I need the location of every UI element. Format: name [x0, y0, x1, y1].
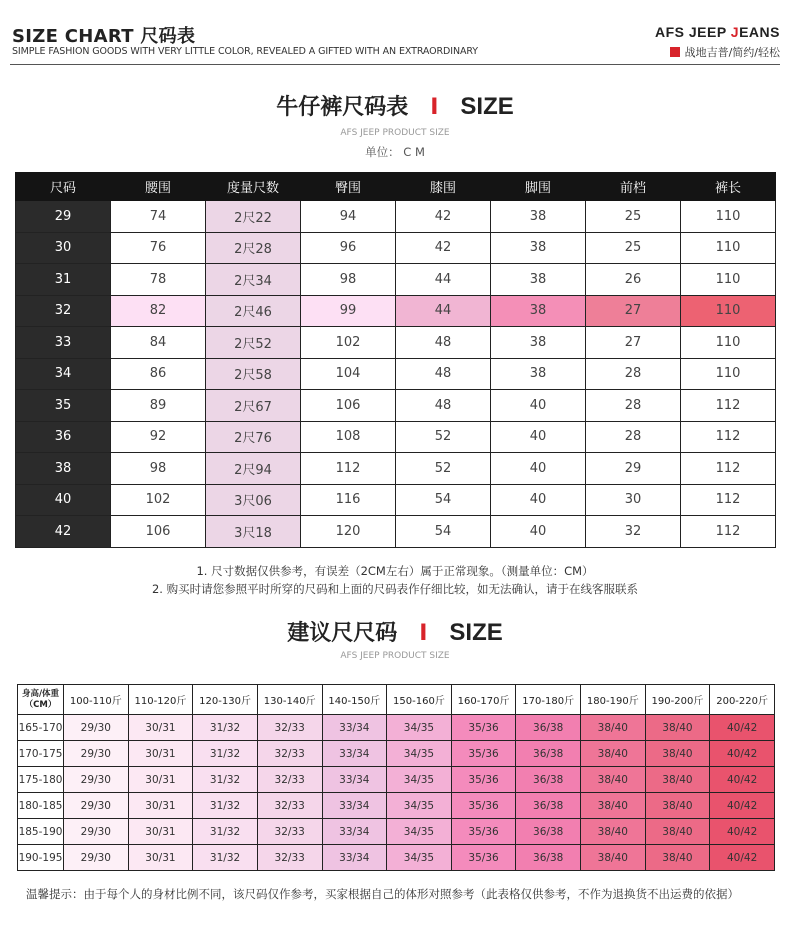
table-row [18, 793, 775, 819]
heading-divider: I [430, 95, 439, 120]
table-row [18, 741, 775, 767]
measure-cell: 28 [586, 390, 681, 422]
brand-j: J [730, 24, 740, 40]
suggested-size-cell: 40/42 [710, 845, 775, 871]
suggested-size-cell: 30/31 [128, 845, 193, 871]
measure-cell: 110 [681, 201, 776, 233]
suggested-size-cell: 35/36 [451, 715, 516, 741]
column-header: 腰围 [111, 173, 206, 201]
measure-cell: 27 [586, 295, 681, 327]
weight-header: 130-140斤 [257, 685, 322, 715]
measure-cell: 89 [111, 390, 206, 422]
measure-cell: 112 [681, 516, 776, 548]
measure-cell: 98 [301, 264, 396, 296]
suggested-size-cell: 40/42 [710, 819, 775, 845]
measure-cell: 2尺58 [206, 358, 301, 390]
measure-cell: 102 [301, 327, 396, 359]
measure-cell: 110 [681, 358, 776, 390]
note-line-1: 1. 尺寸数据仅供参考，有误差（2CM左右）属于正常现象。（测量单位：CM） [196, 564, 594, 578]
heading-cn: 建议尺尺码 [287, 621, 398, 646]
suggested-size-cell: 34/35 [387, 715, 452, 741]
table-row [16, 295, 776, 327]
height-cell: 180-185 [18, 793, 64, 819]
header-divider [10, 64, 780, 65]
measure-cell: 40 [491, 453, 586, 485]
suggested-size-cell: 29/30 [64, 715, 129, 741]
measure-cell: 28 [586, 421, 681, 453]
suggested-size-cell: 40/42 [710, 793, 775, 819]
suggested-size-cell: 38/40 [645, 715, 710, 741]
measure-cell: 38 [491, 264, 586, 296]
measure-cell: 42 [396, 201, 491, 233]
suggested-size-cell: 33/34 [322, 793, 387, 819]
suggested-size-cell: 33/34 [322, 715, 387, 741]
brand-tagline [670, 44, 780, 60]
heading-cn: 牛仔裤尺码表 [276, 95, 409, 120]
measure-cell: 40 [491, 421, 586, 453]
measure-cell: 40 [491, 484, 586, 516]
measure-cell: 2尺52 [206, 327, 301, 359]
size-cell: 42 [16, 516, 111, 548]
suggested-size-cell: 29/30 [64, 819, 129, 845]
suggested-size-cell: 38/40 [581, 767, 646, 793]
heading-en: SIZE [460, 93, 514, 120]
suggested-size-cell: 32/33 [257, 819, 322, 845]
measure-cell: 48 [396, 358, 491, 390]
suggested-size-cell: 29/30 [64, 793, 129, 819]
column-header: 尺码 [16, 173, 111, 201]
column-header: 裤长 [681, 173, 776, 201]
measure-cell: 3尺18 [206, 516, 301, 548]
column-header: 膝围 [396, 173, 491, 201]
size-cell: 38 [16, 453, 111, 485]
weight-header: 100-110斤 [64, 685, 129, 715]
measure-cell: 48 [396, 327, 491, 359]
table-row [16, 421, 776, 453]
suggested-size-cell: 38/40 [581, 793, 646, 819]
suggested-size-cell: 32/33 [257, 767, 322, 793]
measure-cell: 2尺28 [206, 232, 301, 264]
unit-label: 单位： C M [365, 145, 425, 159]
measure-cell: 40 [491, 390, 586, 422]
table-row [16, 453, 776, 485]
page-subtitle: SIMPLE FASHION GOODS WITH VERY LITTLE COLOR, REVEALED A GIFTED WITH AN EXTRAORDINARY [12, 46, 478, 57]
size-chart-caption: AFS JEEP PRODUCT SIZE [340, 128, 450, 138]
suggested-size-cell: 33/34 [322, 767, 387, 793]
page-title: SIZE CHART 尺码表 [12, 26, 196, 47]
suggested-size-cell: 38/40 [645, 741, 710, 767]
suggested-size-cell: 34/35 [387, 819, 452, 845]
suggested-size-cell: 40/42 [710, 715, 775, 741]
size-cell: 33 [16, 327, 111, 359]
measure-cell: 96 [301, 232, 396, 264]
suggested-size-cell: 32/33 [257, 741, 322, 767]
size-cell: 40 [16, 484, 111, 516]
column-header: 前档 [586, 173, 681, 201]
measure-cell: 25 [586, 232, 681, 264]
measure-cell: 92 [111, 421, 206, 453]
note-line-2: 2. 购买时请您参照平时所穿的尺码和上面的尺码表作仔细比较，如无法确认，请于在线客服联系 [151, 582, 639, 596]
suggested-size-cell: 31/32 [193, 767, 258, 793]
suggested-size-cell: 30/31 [128, 741, 193, 767]
weight-header: 200-220斤 [710, 685, 775, 715]
suggested-size-cell: 31/32 [193, 845, 258, 871]
suggested-size-cell: 35/36 [451, 793, 516, 819]
height-cell: 190-195 [18, 845, 64, 871]
measure-cell: 102 [111, 484, 206, 516]
measure-cell: 2尺46 [206, 295, 301, 327]
suggested-size-cell: 31/32 [193, 741, 258, 767]
measure-cell: 112 [681, 484, 776, 516]
measure-cell: 112 [301, 453, 396, 485]
suggested-size-cell: 29/30 [64, 741, 129, 767]
measure-cell: 76 [111, 232, 206, 264]
weight-header: 150-160斤 [387, 685, 452, 715]
measure-cell: 2尺76 [206, 421, 301, 453]
measure-cell: 86 [111, 358, 206, 390]
measure-cell: 52 [396, 421, 491, 453]
size-cell: 34 [16, 358, 111, 390]
measure-cell: 38 [491, 232, 586, 264]
measure-cell: 78 [111, 264, 206, 296]
size-cell: 30 [16, 232, 111, 264]
table-row [18, 767, 775, 793]
suggested-size-cell: 38/40 [581, 741, 646, 767]
suggested-size-cell: 38/40 [581, 819, 646, 845]
corner-line-2: （CM） [24, 699, 57, 710]
corner-line-1: 身高/体重 [21, 688, 60, 699]
measure-cell: 106 [111, 516, 206, 548]
measure-cell: 38 [491, 295, 586, 327]
suggested-size-cell: 38/40 [645, 845, 710, 871]
height-cell: 165-170 [18, 715, 64, 741]
measure-cell: 52 [396, 453, 491, 485]
column-header: 脚围 [491, 173, 586, 201]
suggested-size-cell: 36/38 [516, 715, 581, 741]
suggested-size-cell: 36/38 [516, 741, 581, 767]
suggested-size-cell: 36/38 [516, 845, 581, 871]
height-cell: 185-190 [18, 819, 64, 845]
weight-header: 160-170斤 [451, 685, 516, 715]
table-row [18, 845, 775, 871]
suggested-size-cell: 32/33 [257, 793, 322, 819]
suggested-size-cell: 33/34 [322, 741, 387, 767]
measure-cell: 26 [586, 264, 681, 296]
measure-cell: 110 [681, 295, 776, 327]
measure-cell: 108 [301, 421, 396, 453]
weight-header: 120-130斤 [193, 685, 258, 715]
measure-cell: 112 [681, 453, 776, 485]
measure-cell: 112 [681, 390, 776, 422]
measure-cell: 54 [396, 516, 491, 548]
suggested-size-cell: 38/40 [645, 767, 710, 793]
measure-cell: 82 [111, 295, 206, 327]
size-table-header [16, 173, 776, 201]
measure-cell: 32 [586, 516, 681, 548]
column-header: 度量尺数 [206, 173, 301, 201]
suggest-table [17, 684, 775, 871]
heading-divider: I [419, 621, 428, 646]
suggested-size-cell: 36/38 [516, 819, 581, 845]
suggested-size-cell: 36/38 [516, 767, 581, 793]
suggested-size-cell: 34/35 [387, 845, 452, 871]
suggested-size-cell: 34/35 [387, 767, 452, 793]
size-cell: 29 [16, 201, 111, 233]
measure-cell: 44 [396, 264, 491, 296]
measure-cell: 25 [586, 201, 681, 233]
measure-cell: 94 [301, 201, 396, 233]
red-square-icon [670, 47, 680, 57]
size-cell: 31 [16, 264, 111, 296]
table-row [16, 358, 776, 390]
footer-tip: 温馨提示：由于每个人的身材比例不同，该尺码仅作参考，买家根据自己的体形对照参考（此表格仅供参考，不作为退换货不出运费的依据） [26, 887, 739, 901]
measure-cell: 110 [681, 327, 776, 359]
suggested-size-cell: 31/32 [193, 715, 258, 741]
suggested-size-cell: 30/31 [128, 767, 193, 793]
size-cell: 35 [16, 390, 111, 422]
suggest-heading [0, 616, 790, 647]
suggested-size-cell: 36/38 [516, 793, 581, 819]
measure-cell: 30 [586, 484, 681, 516]
measure-cell: 120 [301, 516, 396, 548]
suggested-size-cell: 35/36 [451, 845, 516, 871]
table-row [16, 232, 776, 264]
corner-cell [18, 685, 64, 715]
measure-cell: 38 [491, 358, 586, 390]
tagline-text: 战地吉普/简约/轻松 [684, 46, 780, 59]
table-row [18, 819, 775, 845]
table-row [16, 390, 776, 422]
suggested-size-cell: 33/34 [322, 845, 387, 871]
measure-cell: 84 [111, 327, 206, 359]
heading-en: SIZE [449, 619, 503, 646]
suggested-size-cell: 38/40 [645, 793, 710, 819]
height-cell: 175-180 [18, 767, 64, 793]
measure-cell: 2尺34 [206, 264, 301, 296]
measure-cell: 44 [396, 295, 491, 327]
measure-cell: 3尺06 [206, 484, 301, 516]
suggested-size-cell: 34/35 [387, 793, 452, 819]
measure-cell: 48 [396, 390, 491, 422]
measure-cell: 27 [586, 327, 681, 359]
measure-cell: 112 [681, 421, 776, 453]
measure-cell: 110 [681, 264, 776, 296]
suggested-size-cell: 35/36 [451, 819, 516, 845]
suggested-size-cell: 30/31 [128, 715, 193, 741]
measure-cell: 28 [586, 358, 681, 390]
brand-suffix: EANS [739, 24, 780, 40]
measure-cell: 38 [491, 327, 586, 359]
measure-cell: 2尺94 [206, 453, 301, 485]
suggested-size-cell: 33/34 [322, 819, 387, 845]
measure-cell: 106 [301, 390, 396, 422]
weight-header: 170-180斤 [516, 685, 581, 715]
suggested-size-cell: 29/30 [64, 767, 129, 793]
size-chart-heading [0, 90, 790, 121]
table-row [18, 715, 775, 741]
suggested-size-cell: 35/36 [451, 741, 516, 767]
suggested-size-cell: 32/33 [257, 845, 322, 871]
suggest-caption: AFS JEEP PRODUCT SIZE [340, 651, 450, 661]
suggested-size-cell: 31/32 [193, 793, 258, 819]
measure-cell: 42 [396, 232, 491, 264]
suggested-size-cell: 34/35 [387, 741, 452, 767]
suggest-table-header [18, 685, 775, 715]
brand-logo [655, 24, 780, 40]
size-cell: 32 [16, 295, 111, 327]
weight-header: 190-200斤 [645, 685, 710, 715]
suggested-size-cell: 32/33 [257, 715, 322, 741]
size-cell: 36 [16, 421, 111, 453]
measure-cell: 98 [111, 453, 206, 485]
suggested-size-cell: 31/32 [193, 819, 258, 845]
weight-header: 180-190斤 [581, 685, 646, 715]
suggested-size-cell: 30/31 [128, 819, 193, 845]
measure-cell: 116 [301, 484, 396, 516]
suggested-size-cell: 38/40 [645, 819, 710, 845]
table-row [16, 327, 776, 359]
measure-cell: 2尺22 [206, 201, 301, 233]
measure-cell: 40 [491, 516, 586, 548]
measure-cell: 38 [491, 201, 586, 233]
suggested-size-cell: 38/40 [581, 845, 646, 871]
size-table [15, 172, 776, 548]
measure-cell: 54 [396, 484, 491, 516]
suggested-size-cell: 30/31 [128, 793, 193, 819]
suggested-size-cell: 40/42 [710, 741, 775, 767]
table-row [16, 484, 776, 516]
measure-cell: 2尺67 [206, 390, 301, 422]
suggested-size-cell: 38/40 [581, 715, 646, 741]
measure-cell: 29 [586, 453, 681, 485]
measure-cell: 74 [111, 201, 206, 233]
height-cell: 170-175 [18, 741, 64, 767]
table-row [16, 264, 776, 296]
column-header: 臀围 [301, 173, 396, 201]
suggested-size-cell: 29/30 [64, 845, 129, 871]
table-row [16, 201, 776, 233]
weight-header: 110-120斤 [128, 685, 193, 715]
brand-prefix: AFS JEEP [654, 24, 731, 40]
suggested-size-cell: 40/42 [710, 767, 775, 793]
measure-cell: 110 [681, 232, 776, 264]
suggested-size-cell: 35/36 [451, 767, 516, 793]
table-row [16, 516, 776, 548]
measure-cell: 99 [301, 295, 396, 327]
weight-header: 140-150斤 [322, 685, 387, 715]
measure-cell: 104 [301, 358, 396, 390]
